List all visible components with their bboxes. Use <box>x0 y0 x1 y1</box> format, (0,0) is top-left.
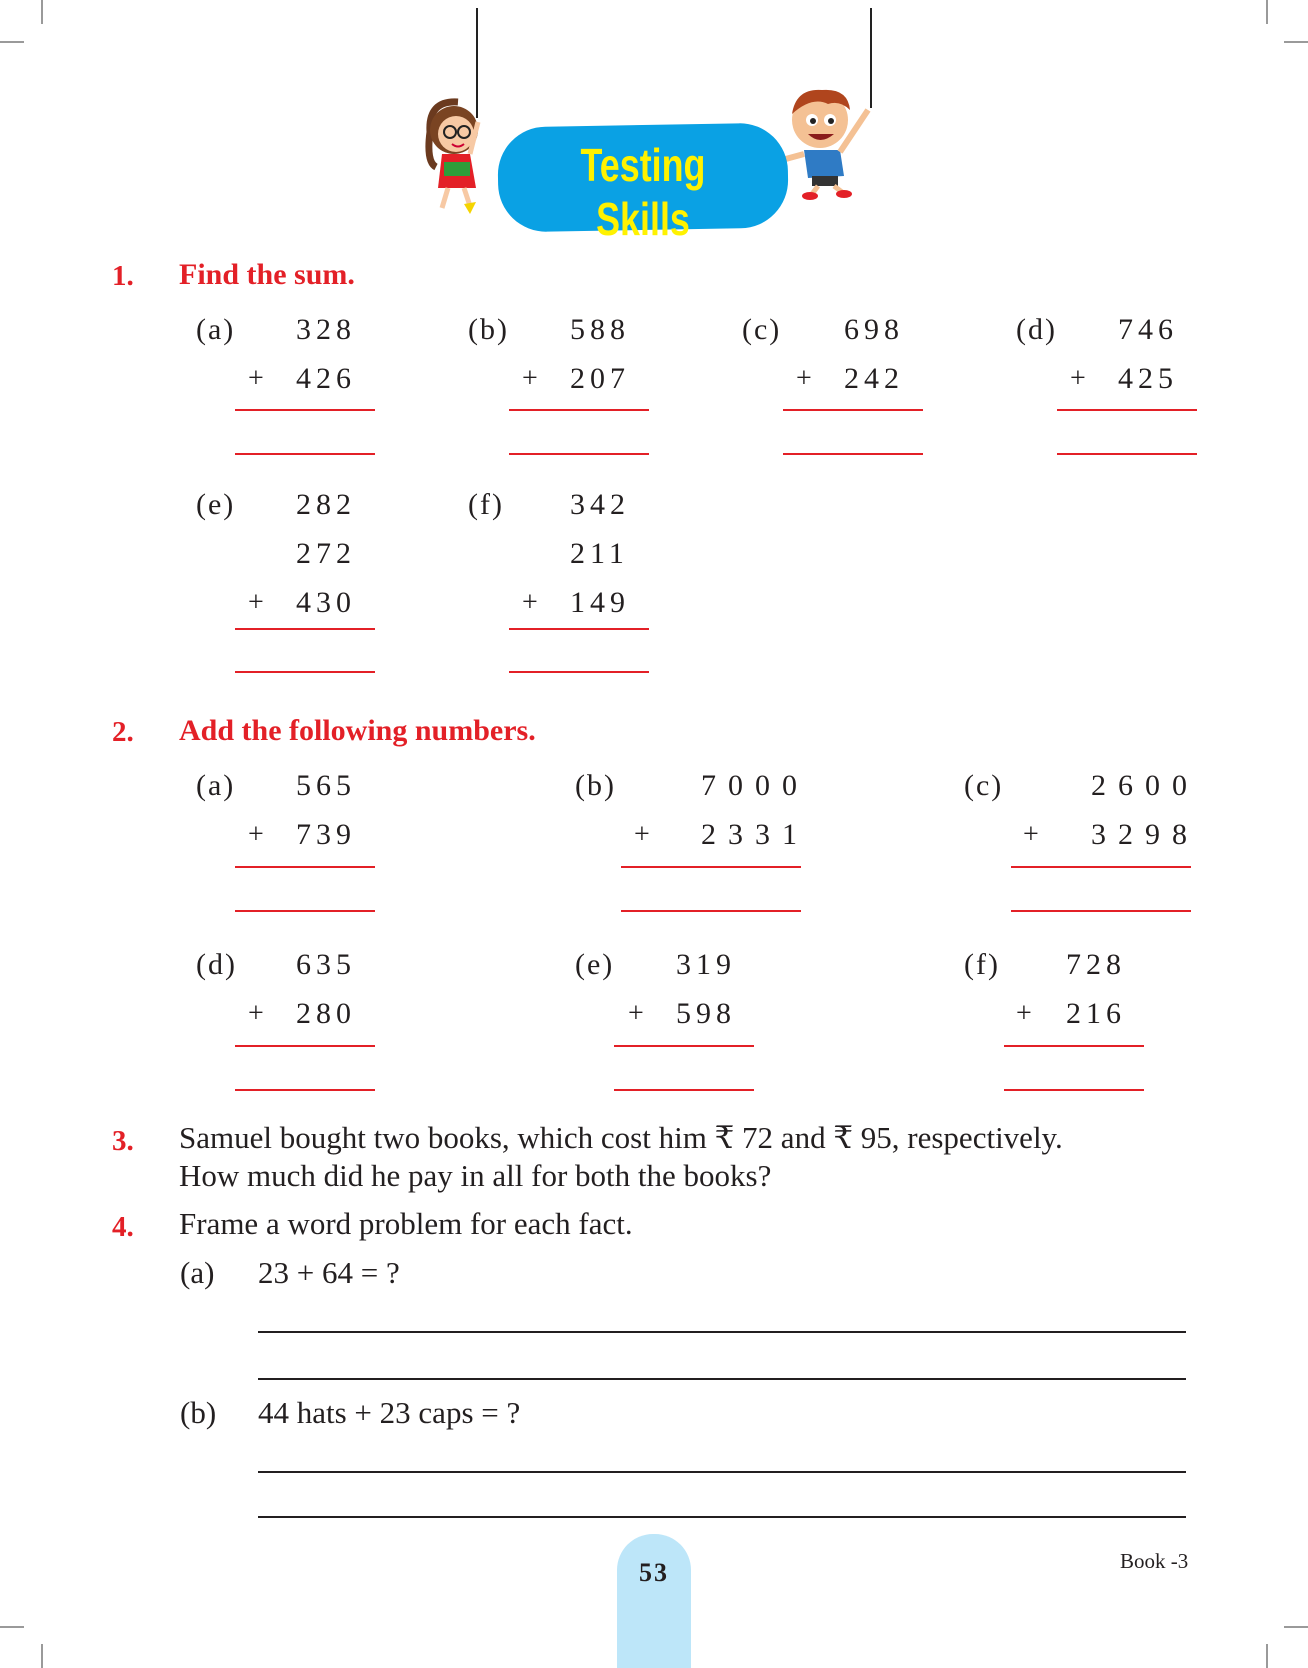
fact-text: 23 + 64 = ? <box>258 1255 400 1290</box>
problem-label: (b) <box>575 769 616 802</box>
question-3-line-1: Samuel bought two books, which cost him ₹ 72 and ₹ 95, respectively. <box>179 1120 1063 1155</box>
addend: 216 <box>1066 997 1126 1030</box>
boy-illustration <box>782 80 882 200</box>
sum-line-bottom <box>1011 910 1191 912</box>
crop-mark <box>41 0 43 24</box>
addend: 565 <box>296 769 356 802</box>
addend: 430 <box>296 586 356 619</box>
question-4-heading: Frame a word problem for each fact. <box>179 1206 633 1241</box>
addend: 728 <box>1066 948 1126 981</box>
addend: 319 <box>676 948 736 981</box>
addend: 3298 <box>1091 818 1199 851</box>
sum-line-bottom <box>509 671 649 673</box>
addend: 635 <box>296 948 356 981</box>
sum-line-bottom <box>621 910 801 912</box>
girl-illustration <box>418 92 498 217</box>
addend: 211 <box>570 537 629 570</box>
addend: 2331 <box>701 818 809 851</box>
addend: 588 <box>570 313 630 346</box>
plus-sign: + <box>248 819 264 850</box>
addend: 328 <box>296 313 356 346</box>
plus-sign: + <box>1023 819 1039 850</box>
part-label: (a) <box>180 1255 215 1290</box>
sum-line-top <box>509 409 649 411</box>
question-1-number: 1. <box>112 260 134 292</box>
addend: 7000 <box>701 769 809 802</box>
addend: 746 <box>1118 313 1178 346</box>
sum-line-bottom <box>509 453 649 455</box>
plus-sign: + <box>1070 363 1086 394</box>
question-3-line-2: How much did he pay in all for both the books? <box>179 1158 772 1193</box>
plus-sign: + <box>634 819 650 850</box>
answer-line[interactable] <box>258 1331 1186 1333</box>
problem-label: (e) <box>575 948 615 981</box>
answer-line[interactable] <box>258 1516 1186 1518</box>
plus-sign: + <box>522 587 538 618</box>
problem-label: (c) <box>742 313 782 346</box>
sum-line-top <box>783 409 923 411</box>
sum-line-bottom <box>235 1089 375 1091</box>
question-3-number: 3. <box>112 1125 134 1157</box>
crop-mark <box>1284 41 1308 43</box>
addend: 282 <box>296 488 356 521</box>
crop-mark <box>0 1626 24 1628</box>
answer-line[interactable] <box>258 1378 1186 1380</box>
plus-sign: + <box>796 363 812 394</box>
question-1-heading: Find the sum. <box>179 258 355 291</box>
sum-line-top <box>235 1045 375 1047</box>
question-2-number: 2. <box>112 716 134 748</box>
addend: 342 <box>570 488 630 521</box>
crop-mark <box>1284 1626 1308 1628</box>
crop-mark <box>1266 1644 1268 1668</box>
plus-sign: + <box>248 363 264 394</box>
plus-sign: + <box>522 363 538 394</box>
book-label: Book -3 <box>1120 1549 1189 1573</box>
addend: 426 <box>296 362 356 395</box>
sum-line-bottom <box>235 453 375 455</box>
problem-label: (f) <box>964 948 1000 981</box>
sum-line-bottom <box>1057 453 1197 455</box>
crop-mark <box>1266 0 1268 24</box>
plus-sign: + <box>248 998 264 1029</box>
sum-line-bottom <box>783 453 923 455</box>
problem-label: (a) <box>196 769 236 802</box>
sum-line-top <box>1004 1045 1144 1047</box>
sum-line-bottom <box>235 671 375 673</box>
addend: 698 <box>844 313 904 346</box>
sum-line-bottom <box>614 1089 754 1091</box>
addend: 149 <box>570 586 630 619</box>
problem-label: (d) <box>1016 313 1057 346</box>
fact-text: 44 hats + 23 caps = ? <box>258 1395 521 1430</box>
problem-label: (f) <box>468 488 504 521</box>
problem-label: (c) <box>964 769 1004 802</box>
addend: 272 <box>296 537 356 570</box>
crop-mark <box>41 1644 43 1668</box>
addend: 425 <box>1118 362 1178 395</box>
addend: 2600 <box>1091 769 1199 802</box>
problem-label: (a) <box>196 313 236 346</box>
sum-line-top <box>235 866 375 868</box>
sum-line-bottom <box>235 910 375 912</box>
addend: 739 <box>296 818 356 851</box>
addend: 242 <box>844 362 904 395</box>
page-number-tab <box>617 1534 691 1668</box>
sum-line-top <box>1057 409 1197 411</box>
crop-mark <box>0 41 24 43</box>
addend: 598 <box>676 997 736 1030</box>
sum-line-top <box>235 628 375 630</box>
page-number: 53 <box>639 1558 669 1587</box>
sum-line-top <box>1011 866 1191 868</box>
addend: 280 <box>296 997 356 1030</box>
page-title: Testing Skills <box>580 139 706 245</box>
question-4-number: 4. <box>112 1211 134 1243</box>
addend: 207 <box>570 362 630 395</box>
part-label: (b) <box>180 1395 217 1430</box>
plus-sign: + <box>248 587 264 618</box>
problem-label: (d) <box>196 948 237 981</box>
sum-line-top <box>621 866 801 868</box>
question-2-heading: Add the following numbers. <box>179 714 536 747</box>
sum-line-top <box>614 1045 754 1047</box>
sum-line-top <box>509 628 649 630</box>
answer-line[interactable] <box>258 1471 1186 1473</box>
sum-line-top <box>235 409 375 411</box>
plus-sign: + <box>1016 998 1032 1029</box>
problem-label: (b) <box>468 313 509 346</box>
plus-sign: + <box>628 998 644 1029</box>
problem-label: (e) <box>196 488 236 521</box>
sum-line-bottom <box>1004 1089 1144 1091</box>
